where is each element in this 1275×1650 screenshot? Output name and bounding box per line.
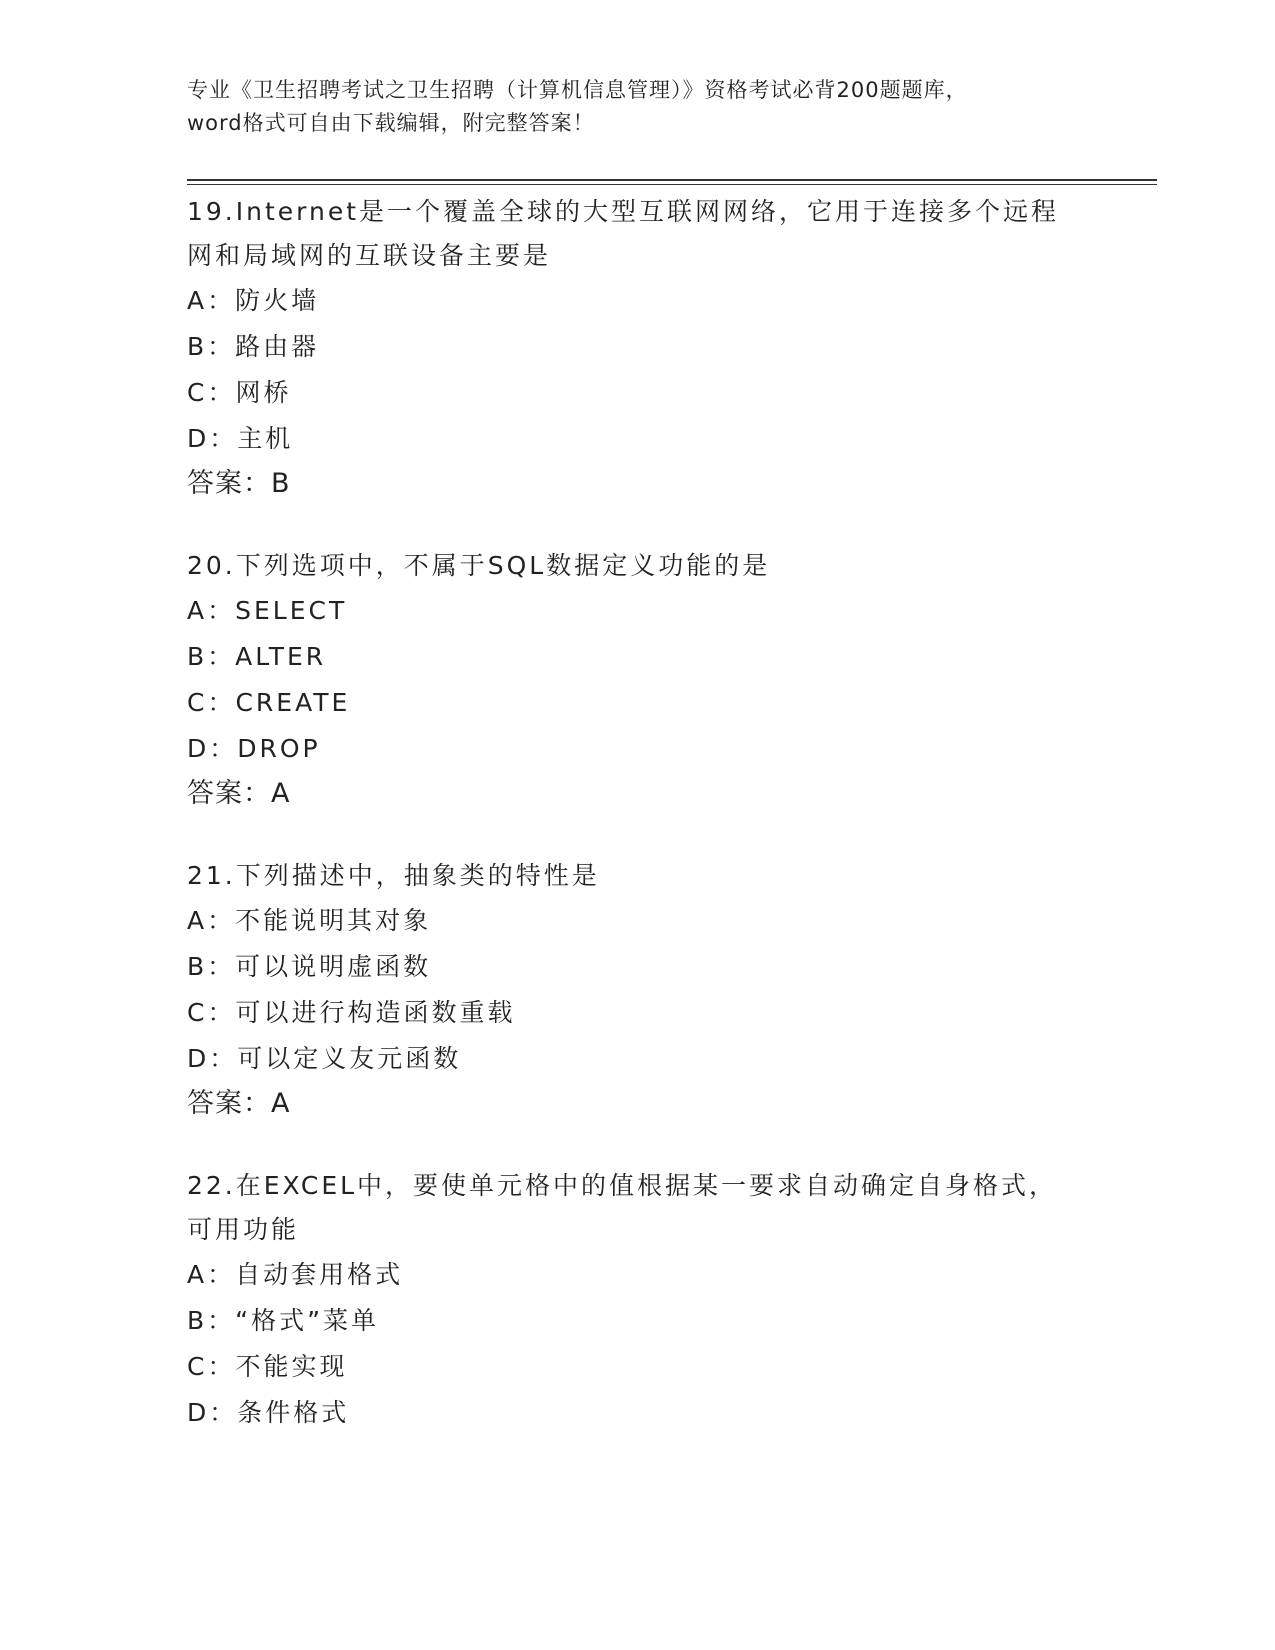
header-divider (187, 179, 1157, 185)
option-c: C：CREATE (187, 688, 351, 717)
question-list (187, 190, 1107, 1474)
question-stem: 20.下列选项中，不属于SQL数据定义功能的是 (187, 551, 771, 580)
option-b: B：路由器 (187, 332, 320, 361)
question-stem: 网和局域网的互联设备主要是 (187, 241, 552, 270)
option-d: D：DROP (187, 734, 321, 763)
option-c: C：不能实现 (187, 1352, 348, 1381)
option-a: A：不能说明其对象 (187, 906, 432, 935)
option-a: A：SELECT (187, 596, 348, 625)
answer: 答案：A (187, 778, 291, 809)
option-d: D：主机 (187, 424, 294, 453)
header-line-2: word格式可自由下载编辑，附完整答案！ (187, 111, 595, 135)
answer: 答案：B (187, 468, 291, 499)
option-b: B：ALTER (187, 642, 327, 671)
document-header (187, 74, 1087, 140)
header-line-1: 专业《卫生招聘考试之卫生招聘（计算机信息管理）》资格考试必背200题题库， (187, 78, 968, 102)
question-22 (187, 1164, 1107, 1436)
option-d: D：条件格式 (187, 1398, 350, 1427)
question-20 (187, 544, 1107, 816)
question-19 (187, 190, 1107, 506)
option-d: D：可以定义友元函数 (187, 1044, 462, 1073)
question-stem: 21.下列描述中，抽象类的特性是 (187, 861, 600, 890)
option-c: C：网桥 (187, 378, 292, 407)
option-c: C：可以进行构造函数重载 (187, 998, 516, 1027)
question-stem: 22.在EXCEL中，要使单元格中的值根据某一要求自动确定自身格式， (187, 1171, 1058, 1200)
option-a: A：防火墙 (187, 286, 320, 315)
option-b: B：“格式”菜单 (187, 1306, 380, 1335)
answer: 答案：A (187, 1088, 291, 1119)
option-b: B：可以说明虚函数 (187, 952, 432, 981)
option-a: A：自动套用格式 (187, 1260, 404, 1289)
question-stem: 可用功能 (187, 1215, 300, 1244)
question-stem: 19.Internet是一个覆盖全球的大型互联网网络，它用于连接多个远程 (187, 197, 1060, 226)
question-21 (187, 854, 1107, 1126)
